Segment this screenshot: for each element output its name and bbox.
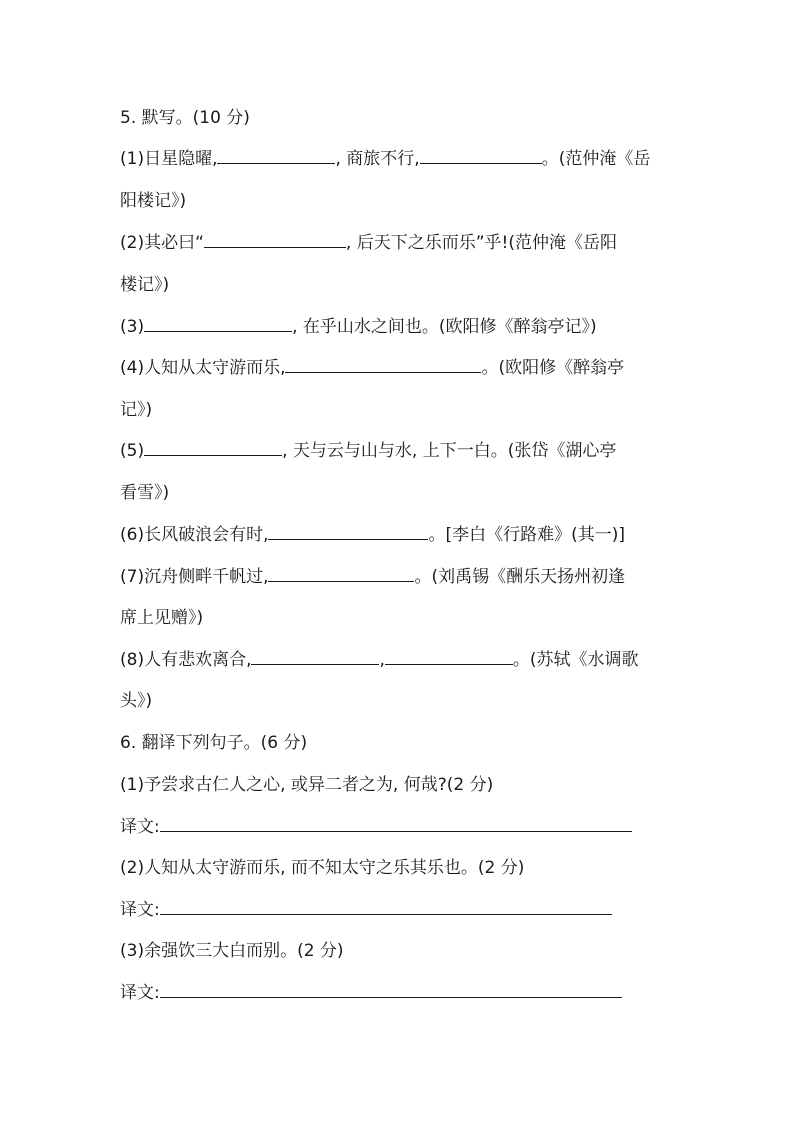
q6-answer-1-label: 译文: [120,817,160,837]
q5-item-4-continuation: 记》) [120,400,153,420]
q5-item-7-blank-1[interactable] [268,563,414,582]
q5-item-5-text-b: , 天与云与山与水, 上下一白。(张岱《湖心亭 [282,441,617,461]
q5-item-7-continuation: 席上见赠》) [120,608,204,628]
q5-item-5-continuation: 看雪》) [120,483,170,503]
q5-item-1 [120,144,680,174]
q6-answer-3-line[interactable] [160,979,622,998]
q6-answer-3 [120,978,680,1008]
q5-item-3-text-b: , 在乎山水之间也。(欧阳修《醉翁亭记》) [292,317,597,337]
q6-answer-2 [120,895,680,925]
q5-item-2-continuation: 楼记》) [120,275,170,295]
q5-item-1-text-c: 。(范仲淹《岳 [541,149,651,169]
q5-item-6 [120,520,680,550]
q5-item-1-blank-2[interactable] [420,145,542,164]
q5-item-8-blank-2[interactable] [385,646,513,665]
q6-answer-3-label: 译文: [120,983,160,1003]
q5-item-8-text-b: , [379,650,385,670]
q5-item-8-continuation: 头》) [120,691,153,711]
q5-item-7-text-a: (7)沉舟侧畔千帆过, [120,567,269,587]
q5-item-8-text-c: 。(苏轼《水调歌 [512,650,639,670]
q5-item-8 [120,645,680,675]
q6-answer-2-label: 译文: [120,900,160,920]
q5-item-8-text-a: (8)人有悲欢离合, [120,650,252,670]
q6-answer-1 [120,812,680,842]
q5-item-2-text-b: , 后天下之乐而乐”乎!(范仲淹《岳阳 [345,233,617,253]
question-6-title: 6. 翻译下列句子。(6 分) [120,733,308,753]
q5-item-7-text-b: 。(刘禹锡《酬乐天扬州初逢 [414,567,626,587]
q5-item-6-text-a: (6)长风破浪会有时, [120,525,269,545]
q5-item-1-text-a: (1)日星隐曜, [120,149,218,169]
q5-item-6-blank-1[interactable] [268,521,428,540]
q5-item-7 [120,562,680,592]
q6-sentence-2: (2)人知从太守游而乐, 而不知太守之乐其乐也。(2 分) [120,858,525,878]
q5-item-2-text-a: (2)其必曰“ [120,233,204,253]
q5-item-4-blank-1[interactable] [285,354,481,373]
q5-item-5-blank-1[interactable] [144,437,282,456]
q5-item-3 [120,312,680,342]
q6-answer-2-line[interactable] [160,896,612,915]
q5-item-4-text-a: (4)人知从太守游而乐, [120,358,286,378]
q5-item-6-text-b: 。[李白《行路难》(其一)] [428,525,626,545]
q5-item-5 [120,436,680,466]
q5-item-2 [120,228,680,258]
q5-item-2-blank-1[interactable] [204,229,346,248]
q5-item-3-blank-1[interactable] [144,313,292,332]
q5-item-4 [120,353,680,383]
q5-item-1-blank-1[interactable] [217,145,335,164]
q5-item-1-continuation: 阳楼记》) [120,191,187,211]
q5-item-5-text-a: (5) [120,441,145,461]
question-5-title: 5. 默写。(10 分) [120,108,250,128]
q5-item-1-text-b: , 商旅不行, [335,149,420,169]
q6-sentence-3: (3)余强饮三大白而别。(2 分) [120,941,344,961]
q6-answer-1-line[interactable] [160,813,632,832]
q5-item-3-text-a: (3) [120,317,145,337]
q5-item-8-blank-1[interactable] [251,646,379,665]
q6-sentence-1: (1)予尝求古仁人之心, 或异二者之为, 何哉?(2 分) [120,775,494,795]
q5-item-4-text-b: 。(欧阳修《醉翁亭 [481,358,625,378]
